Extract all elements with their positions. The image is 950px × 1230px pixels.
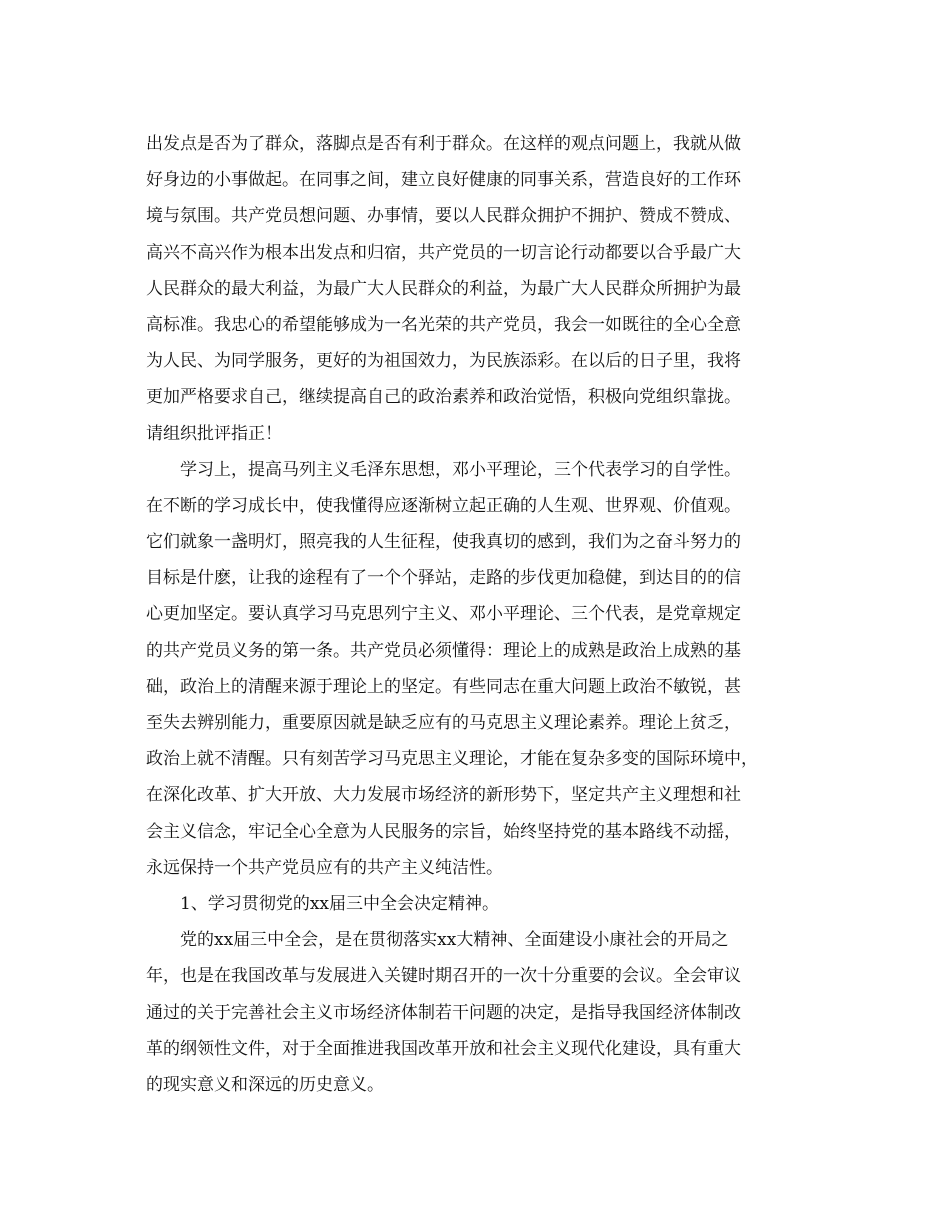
document-body [146, 126, 806, 1103]
text-line: 会主义信念，牢记全心全意为人民服务的宗旨，始终坚持党的基本路线不动摇， [146, 821, 741, 842]
text-line: 永远保持一个共产党员应有的共产主义纯洁性。 [146, 857, 503, 878]
text-line: 更加严格要求自己，继续提高自己的政治素养和政治觉悟，积极向党组织靠拢。 [146, 387, 741, 408]
text-line: 年，也是在我国改革与发展进入关键时期召开的一次十分重要的会议。全会审议 [146, 966, 741, 987]
text-line: 出发点是否为了群众，落脚点是否有利于群众。在这样的观点问题上，我就从做 [146, 134, 741, 154]
text-line: 境与氛围。共产党员想问题、办事情，要以人民群众拥护不拥护、赞成不赞成、 [146, 206, 741, 227]
text-line: 础，政治上的清醒来源于理论上的坚定。有些同志在重大问题上政治不敏锐，甚 [146, 676, 741, 697]
text-line: 目标是什麽，让我的途程有了一个个驿站，走路的步伐更加稳健，到达目的的信 [146, 568, 741, 589]
text-line: 高标准。我忠心的希望能够成为一名光荣的共产党员，我会一如既往的全心全意 [146, 314, 741, 335]
text-line: 革的纲领性文件，对于全面推进我国改革开放和社会主义现代化建设，具有重大 [146, 1038, 741, 1059]
text-line: 至失去辨别能力，重要原因就是缺乏应有的马克思主义理论素养。理论上贫乏， [146, 713, 741, 733]
text-line: 的现实意义和深远的历史意义。 [146, 1074, 384, 1095]
text-line: 的共产党员义务的第一条。共产党员必须懂得：理论上的成熟是政治上成熟的基 [146, 640, 741, 661]
section-heading: 1、学习贯彻党的xx届三中全会决定精神。 [180, 893, 499, 914]
text-line: 它们就象一盏明灯，照亮我的人生征程，使我真切的感到，我们为之奋斗努力的 [146, 532, 741, 553]
text-line: 通过的关于完善社会主义市场经济体制若干问题的决定，是指导我国经济体制改 [146, 1002, 741, 1023]
text-line: 为人民、为同学服务，更好的为祖国效力，为民族添彩。在以后的日子里，我将 [146, 351, 741, 372]
text-line: 心更加坚定。要认真学习马克思列宁主义、邓小平理论、三个代表，是党章规定 [146, 604, 741, 625]
text-line: 人民群众的最大利益，为最广大人民群众的利益，为最广大人民群众所拥护为最 [146, 278, 741, 299]
paragraph-start-line: 党的xx届三中全会，是在贯彻落实xx大精神、全面建设小康社会的开局之 [180, 930, 729, 951]
text-line: 在深化改革、扩大开放、大力发展市场经济的新形势下，坚定共产主义理想和社 [146, 785, 741, 806]
text-line: 在不断的学习成长中，使我懂得应逐渐树立起正确的人生观、世界观、价值观。 [146, 495, 741, 516]
text-line: 好身边的小事做起。在同事之间，建立良好健康的同事关系，营造良好的工作环 [146, 170, 741, 191]
text-line: 请组织批评指正！ [146, 423, 282, 444]
text-line: 高兴不高兴作为根本出发点和归宿，共产党员的一切言论行动都要以合乎最广大 [146, 242, 741, 263]
paragraph-start-line: 学习上，提高马列主义毛泽东思想，邓小平理论，三个代表学习的自学性。 [180, 459, 741, 480]
text-line: 政治上就不清醒。只有刻苦学习马克思主义理论，才能在复杂多变的国际环境中， [146, 749, 758, 770]
